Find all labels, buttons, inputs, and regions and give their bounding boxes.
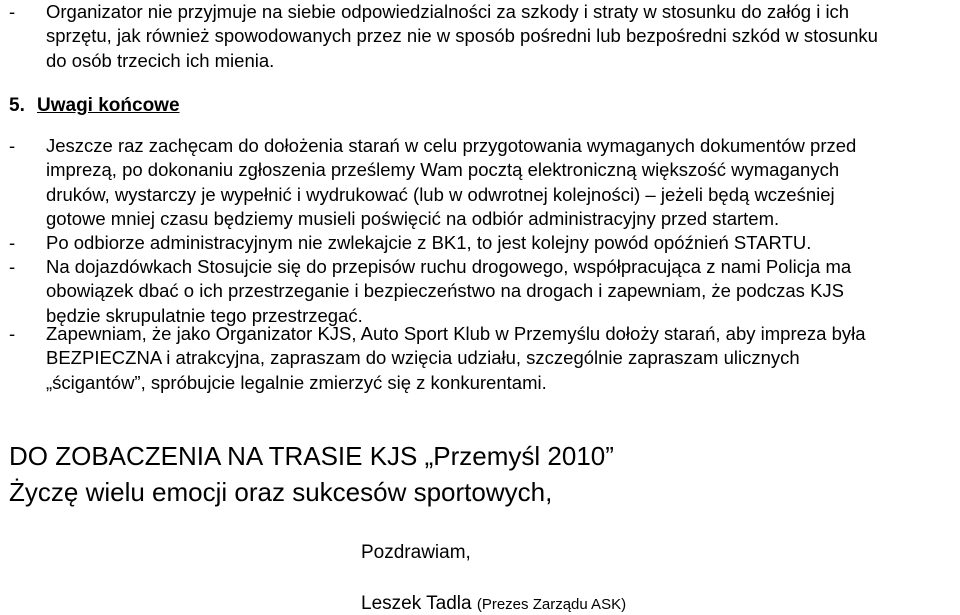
text-line: sprzętu, jak również spowodowanych przez nie w sposób pośredni lub bezpośredni szkód w stosunku xyxy=(46,25,878,47)
text-line: druków, wystarczy je wypełnić i wydrukować (lub w odwrotnej kolejności) – jeżeli będą wcześniej xyxy=(46,183,835,205)
bullet-dash: - xyxy=(9,135,16,156)
bullet-item-2 xyxy=(9,231,954,256)
bullet-text xyxy=(46,0,954,73)
text-line: do osób trzecich ich mienia. xyxy=(46,49,275,71)
bullet-dash: - xyxy=(9,232,16,253)
bullet-text xyxy=(46,134,954,232)
intro-bullet xyxy=(9,0,954,74)
text-line: BEZPIECZNA i atrakcyjna, zapraszam do wzięcia udziału, szczególnie zapraszam ulicznych xyxy=(46,347,800,369)
bullet-text xyxy=(46,231,954,255)
text-line: Na dojazdówkach Stosujcie się do przepisów ruchu drogowego, współpracująca z nami Policja ma xyxy=(46,256,852,277)
signature-name: Leszek Tadla xyxy=(361,593,472,614)
bullet-dash: - xyxy=(9,1,16,22)
closing-line-2: Życzę wielu emocji oraz sukcesów sportowych, xyxy=(9,477,553,507)
text-line: gotowe mniej czasu będziemy musieli poświęcić na odbiór administracyjny przed startem. xyxy=(46,208,780,230)
bullet-dash: - xyxy=(9,323,16,344)
bullet-item-1 xyxy=(9,134,954,232)
bullet-text xyxy=(46,322,954,395)
bullet-dash: - xyxy=(9,256,16,277)
text-line: będzie skrupulatnie tego przestrzegać. xyxy=(46,304,363,326)
text-line: Po odbiorze administracyjnym nie zwlekajcie z BK1, to jest kolejny powód opóźnień STARTU. xyxy=(46,232,812,253)
greeting: Pozdrawiam, xyxy=(361,542,471,563)
text-line: Jeszcze raz zachęcam do dołożenia starań w celu przygotowania wymaganych dokumentów przed xyxy=(46,135,857,156)
closing-line-1: DO ZOBACZENIA NA TRASIE KJS „Przemyśl 2010” xyxy=(9,441,614,471)
text-line: „ścigantów”, spróbujcie legalnie zmierzyć się z konkurentami. xyxy=(46,371,547,393)
section-number: 5. xyxy=(9,95,25,116)
section-title: Uwagi końcowe xyxy=(37,95,180,116)
bullet-text xyxy=(46,255,954,328)
section-heading xyxy=(9,95,180,117)
text-line: Organizator nie przyjmuje na siebie odpowiedzialności za szkody i straty w stosunku do załóg i ich xyxy=(46,1,850,22)
bullet-item-3 xyxy=(9,255,954,329)
text-line: Zapewniam, że jako Organizator KJS, Auto Sport Klub w Przemyślu dołoży starań, aby impreza była xyxy=(46,323,866,344)
text-line: imprezą, po dokonaniu zgłoszenia prześlemy Wam pocztą elektroniczną większość wymaganych xyxy=(46,159,840,181)
text-line: obowiązek dbać o ich przestrzeganie i bezpieczeństwo na drogach i zapewniam, że podczas KJS xyxy=(46,280,845,302)
bullet-item-4 xyxy=(9,322,954,396)
signature-role: (Prezes Zarządu ASK) xyxy=(476,596,627,613)
signature xyxy=(361,593,626,615)
